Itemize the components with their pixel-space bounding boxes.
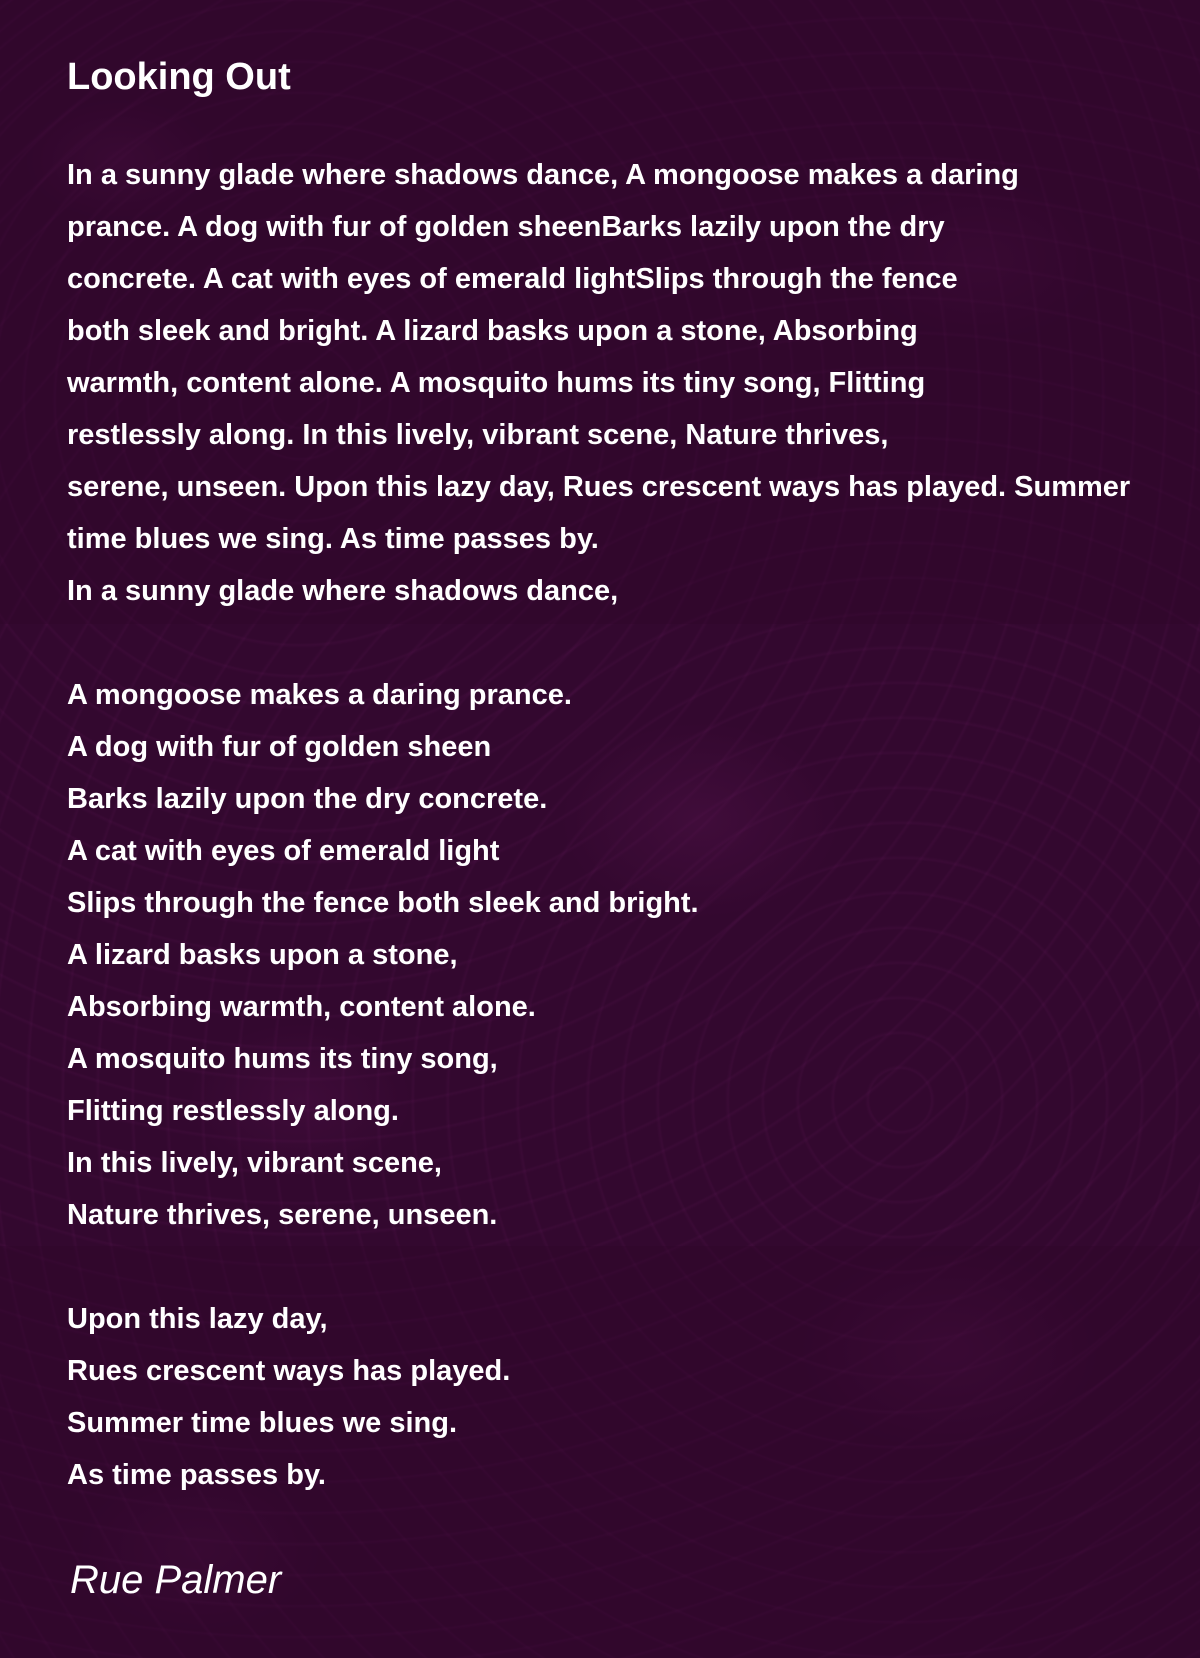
poem-line: A lizard basks upon a stone,: [67, 939, 458, 971]
poem-line: A mosquito hums its tiny song,: [67, 1043, 498, 1075]
poem-line: concrete. A cat with eyes of emerald lightSlips through the fence: [67, 263, 958, 295]
poem-author: Rue Palmer: [70, 1558, 282, 1602]
poem-line: both sleek and bright. A lizard basks upon a stone, Absorbing: [67, 315, 918, 347]
poem-line: In a sunny glade where shadows dance, A mongoose makes a daring: [67, 159, 1019, 191]
poem-line: Absorbing warmth, content alone.: [67, 991, 536, 1023]
poem-line: Rues crescent ways has played.: [67, 1355, 511, 1387]
poem-line: Slips through the fence both sleek and bright.: [67, 887, 699, 919]
poem-title: Looking Out: [67, 56, 291, 98]
poem-line: As time passes by.: [67, 1459, 326, 1491]
poem-line: Nature thrives, serene, unseen.: [67, 1199, 498, 1231]
poem-line: In this lively, vibrant scene,: [67, 1147, 442, 1179]
poem-line: serene, unseen. Upon this lazy day, Rues crescent ways has played. Summer: [67, 471, 1131, 503]
stanza-break: [67, 617, 1200, 669]
poem-line: prance. A dog with fur of golden sheenBarks lazily upon the dry: [67, 211, 945, 243]
poem-line: A dog with fur of golden sheen: [67, 731, 492, 763]
poem-line: A mongoose makes a daring prance.: [67, 679, 572, 711]
poem-line: warmth, content alone. A mosquito hums its tiny song, Flitting: [67, 367, 926, 399]
poem-line: time blues we sing. As time passes by.: [67, 523, 599, 555]
poem-line: A cat with eyes of emerald light: [67, 835, 500, 867]
poem-line: Barks lazily upon the dry concrete.: [67, 783, 548, 815]
poem-line: Upon this lazy day,: [67, 1303, 328, 1335]
poem-body: [67, 149, 1200, 1501]
poem-line: Flitting restlessly along.: [67, 1095, 399, 1127]
stanza-break: [67, 1241, 1200, 1293]
poem-line: restlessly along. In this lively, vibrant scene, Nature thrives,: [67, 419, 889, 451]
poem-line: In a sunny glade where shadows dance,: [67, 575, 619, 607]
poem-line: Summer time blues we sing.: [67, 1407, 457, 1439]
